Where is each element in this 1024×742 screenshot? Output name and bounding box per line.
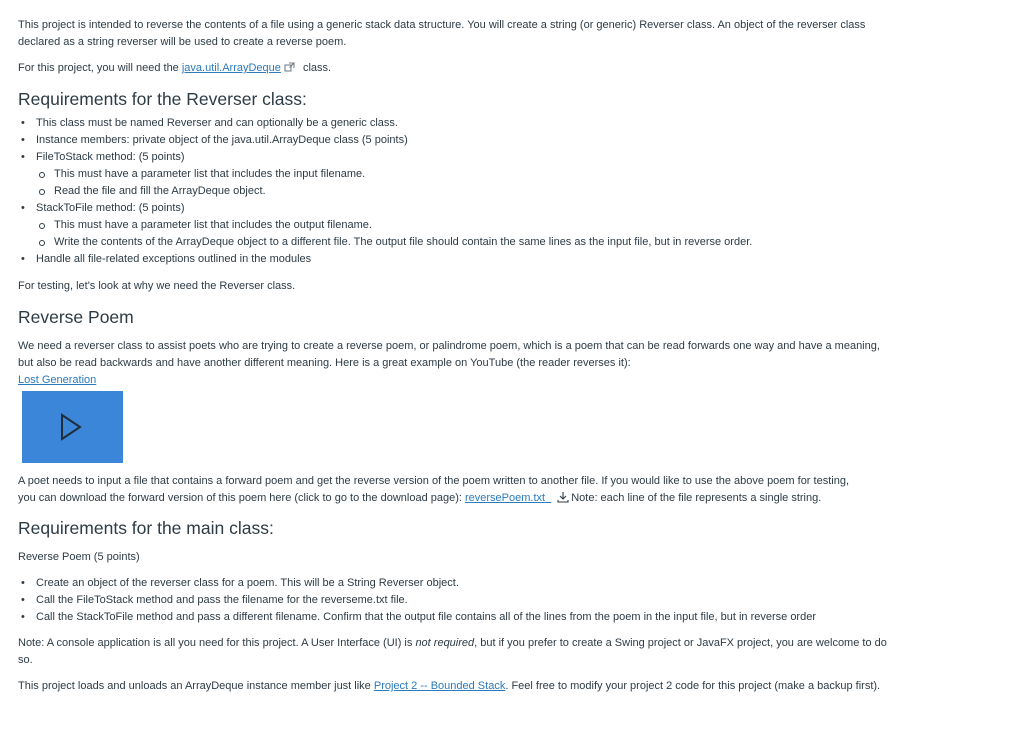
- sub-list-item: This must have a parameter list that includes the output filename.: [18, 217, 898, 234]
- main-requirements-heading: Requirements for the main class:: [18, 518, 274, 538]
- download-paragraph-line1: A poet needs to input a file that contains a forward poem and get the reverse version of the poem written to another file. If you would like to use the above poem for testing,: [18, 475, 849, 487]
- list-item: • This class must be named Reverser and can optionally be a generic class.: [18, 115, 898, 132]
- arraydeque-link[interactable]: java.util.ArrayDeque: [181, 62, 281, 74]
- note-emphasis: not required: [415, 637, 475, 649]
- lost-generation-link[interactable]: Lost Generation: [18, 374, 97, 386]
- list-item: • Call the StackToFile method and pass a different filename. Confirm that the output file contains all of the lines from the poem in the input file, but in reverse order: [18, 609, 898, 626]
- play-icon: [60, 413, 82, 441]
- list-item: • Handle all file-related exceptions outlined in the modules: [18, 251, 898, 268]
- intro-paragraph: This project is intended to reverse the contents of a file using a generic stack data structure. You will create a string (or generic) Reverser class. An object of the reverser class declared as a string reverser will be used to create a reverse poem.: [18, 19, 866, 48]
- sub-list-item: This must have a parameter list that includes the input filename.: [18, 166, 898, 183]
- arraydeque-paragraph: [18, 60, 898, 77]
- video-player[interactable]: [22, 391, 123, 463]
- list-item: • FileToStack method: (5 points): [18, 149, 898, 166]
- main-requirements-subheading: Reverse Poem (5 points): [18, 551, 140, 563]
- reverse-poem-heading: Reverse Poem: [18, 307, 134, 327]
- project2-link[interactable]: Project 2 -- Bounded Stack: [373, 680, 506, 692]
- final-text-after: . Feel free to modify your project 2 code for this project (make a backup first).: [505, 680, 881, 692]
- sub-list-item: Write the contents of the ArrayDeque object to a different file. The output file should contain the same lines as the input file, but in reverse order.: [18, 234, 898, 251]
- reverse-poem-download-link[interactable]: reversePoem.txt: [464, 492, 546, 504]
- list-item: • StackToFile method: (5 points): [18, 200, 898, 217]
- list-item: • Call the FileToStack method and pass the filename for the reverseme.txt file.: [18, 592, 898, 609]
- testing-paragraph: For testing, let's look at why we need the Reverser class.: [18, 280, 296, 292]
- final-text-before: This project loads and unloads an ArrayDeque instance member just like: [18, 680, 374, 692]
- arraydeque-text-after: class.: [299, 62, 332, 74]
- video-link-line: [18, 372, 898, 389]
- reverser-requirements-heading: Requirements for the Reverser class:: [18, 89, 307, 109]
- reverse-poem-paragraph: We need a reverser class to assist poets who are trying to create a reverse poem, or palindrome poem, which is a poem that can be read forwards one way and have a meaning, but also be read backwards and have another different meaning. Here is a great example on YouTube (the reader reverses it):: [18, 340, 880, 369]
- list-item: • Create an object of the reverser class for a poem. This will be a String Reverser object.: [18, 575, 898, 592]
- download-note: Note: each line of the file represents a single string.: [571, 492, 822, 504]
- note-text-before: Note: A console application is all you need for this project. A User Interface (UI) is: [18, 637, 416, 649]
- console-note-paragraph: [18, 635, 898, 669]
- download-icon[interactable]: [557, 491, 569, 503]
- final-paragraph: [18, 678, 898, 695]
- external-link-icon: [284, 62, 296, 72]
- list-item: • Instance members: private object of the java.util.ArrayDeque class (5 points): [18, 132, 898, 149]
- reverser-requirements-list: [18, 115, 898, 268]
- main-requirements-list: [18, 575, 898, 626]
- download-paragraph-line2: [18, 490, 898, 507]
- arraydeque-text-before: For this project, you will need the: [18, 62, 182, 74]
- download-text-before: you can download the forward version of this poem here (click to go to the download page):: [18, 492, 465, 504]
- sub-list-item: Read the file and fill the ArrayDeque object.: [18, 183, 898, 200]
- note-text-after: , but if you prefer to create a Swing project or JavaFX project, you are welcome to do so.: [18, 637, 887, 666]
